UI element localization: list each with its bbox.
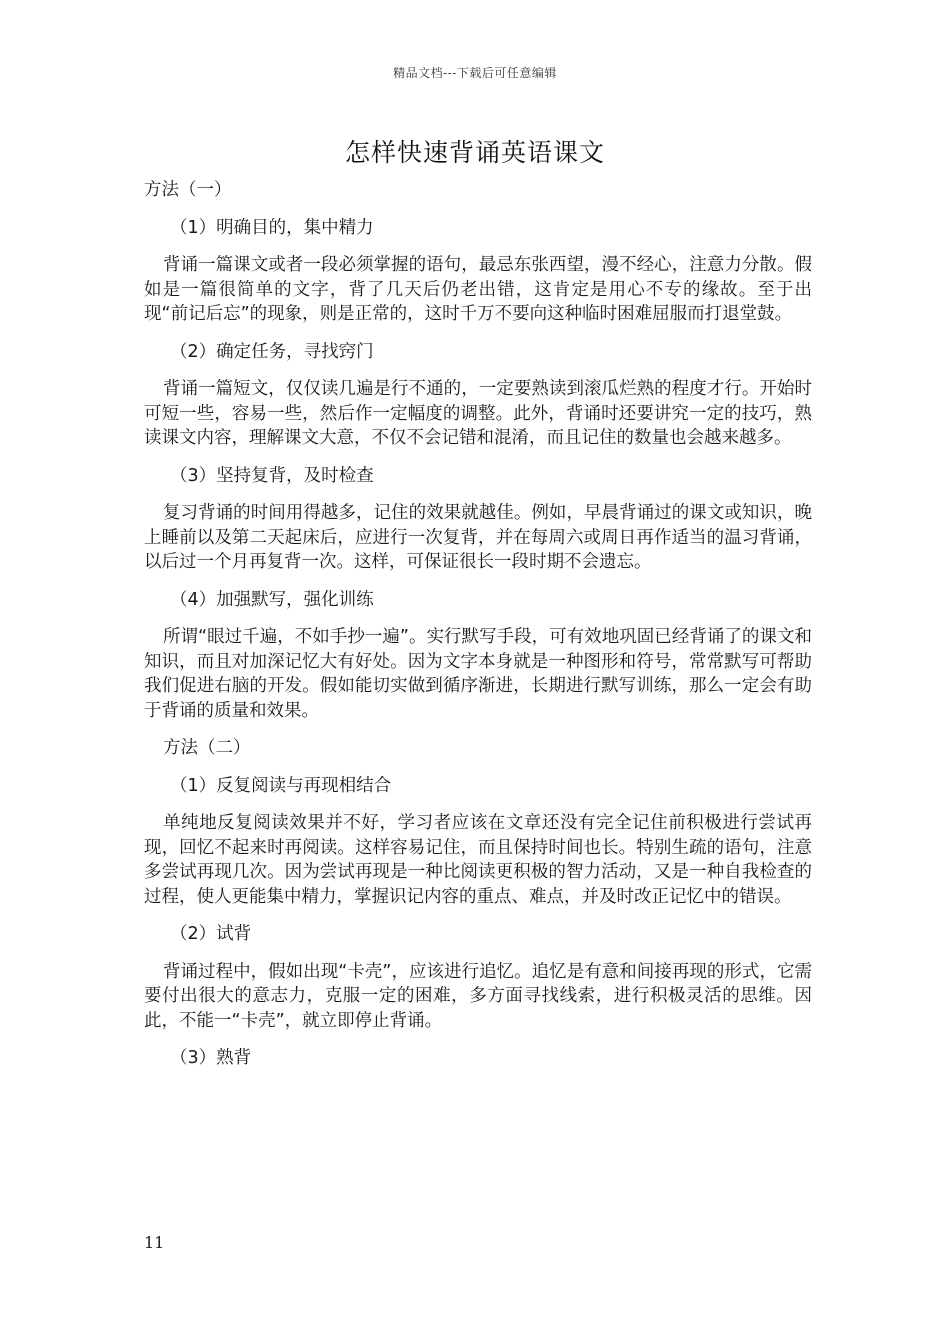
paragraph: 所谓“眼过千遍，不如手抄一遍”。实行默写手段，可有效地巩固已经背诵了的课文和知识，而且对加深记忆大有好处。因为文字本身就是一种图形和符号，常常默写可帮助我们促进右脑的开发。假如能切实做到循序渐进，长期进行默写训练，那么一定会有助于背诵的质量和效果。 [144, 627, 812, 721]
subsection-heading: （4）加强默写，强化训练 [170, 589, 374, 610]
paragraph: 复习背诵的时间用得越多，记住的效果就越佳。例如，早晨背诵过的课文或知识，晚上睡前以及第二天起床后，应进行一次复背，并在每周六或周日再作适当的温习背诵，以后过一个月再复背一次。这样，可保证很长一段时期不会遗忘。 [144, 503, 812, 572]
paragraph: 单纯地反复阅读效果并不好，学习者应该在文章还没有完全记住前积极进行尝试再现，回忆不起来时再阅读。这样容易记住，而且保持时间也长。特别生疏的语句，注意多尝试再现几次。因为尝试再现是一种比阅读更积极的智力活动，又是一种自我检查的过程，使人更能集中精力，掌握识记内容的重点、难点，并及时改正记忆中的错误。 [144, 813, 812, 907]
document-body [144, 178, 812, 1084]
subsection-heading: （1）明确目的，集中精力 [170, 217, 374, 238]
section-heading: 方法（二） [163, 738, 251, 758]
subsection-heading: （1）反复阅读与再现相结合 [170, 775, 392, 796]
page-number: 11 [144, 1233, 165, 1252]
subsection-heading: （3）坚持复背，及时检查 [170, 465, 374, 486]
section-heading: 方法（一） [144, 180, 232, 200]
subsection-heading: （2）确定任务，寻找窍门 [170, 341, 374, 362]
page-header: 精品文档---下载后可任意编辑 [393, 66, 557, 80]
paragraph: 背诵一篇短文，仅仅读几遍是行不通的，一定要熟读到滚瓜烂熟的程度才行。开始时可短一些，容易一些，然后作一定幅度的调整。此外，背诵时还要讲究一定的技巧，熟读课文内容，理解课文大意，不仅不会记错和混淆，而且记住的数量也会越来越多。 [144, 379, 812, 448]
paragraph: 背诵一篇课文或者一段必须掌握的语句，最忌东张西望，漫不经心，注意力分散。假如是一篇很简单的文字，背了几天后仍老出错，这肯定是用心不专的缘故。至于出现“前记后忘”的现象，则是正常的，这时千万不要向这种临时困难屈服而打退堂鼓。 [144, 255, 812, 324]
subsection-heading: （3）熟背 [170, 1048, 252, 1068]
document-title: 怎样快速背诵英语课文 [344, 138, 605, 167]
subsection-heading: （2）试背 [170, 924, 252, 944]
paragraph: 背诵过程中，假如出现“卡壳”，应该进行追忆。追忆是有意和间接再现的形式，它需要付出很大的意志力，克服一定的困难，多方面寻找线索，进行积极灵活的思维。因此，不能一“卡壳”，就立即停止背诵。 [144, 961, 812, 1031]
